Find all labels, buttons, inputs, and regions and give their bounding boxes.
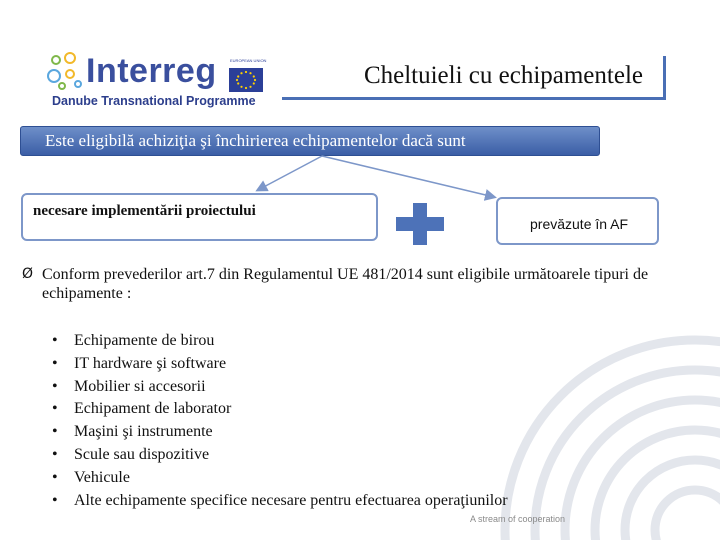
list-item: • Echipamente de birou <box>52 330 508 353</box>
plus-icon <box>396 203 444 245</box>
regulation-paragraph <box>22 265 662 303</box>
equipment-list <box>52 330 508 512</box>
list-item: • Mobilier si accesorii <box>52 376 508 399</box>
title-frame <box>282 56 666 100</box>
list-item: • Echipament de laborator <box>52 398 508 421</box>
eu-flag-icon <box>229 68 263 92</box>
logo-subtitle: Danube Transnational Programme <box>52 94 256 108</box>
arrow-bullet-icon: Ø <box>22 266 34 282</box>
logo-wordmark: Interreg <box>86 52 217 90</box>
arrow-left <box>258 156 322 190</box>
eu-label: EUROPEAN UNION <box>230 58 267 63</box>
list-item: • Alte echipamente specifice necesare pentru efectuarea operaţiunilor <box>52 490 508 513</box>
condition-box-af: prevăzute în AF <box>496 197 659 245</box>
list-item: • Maşini şi instrumente <box>52 421 508 444</box>
regulation-text: Conform prevederilor art.7 din Regulamentul UE 481/2014 sunt eligibile următoarele tipuri de echipamente : <box>42 266 649 302</box>
arrow-right <box>322 156 494 197</box>
swirl-logo-icon <box>44 50 88 94</box>
eligibility-banner: Este eligibilă achiziţia şi închirierea echipamentelor dacă sunt <box>20 126 600 156</box>
condition-box-implementation: necesare implementării proiectului <box>21 193 378 241</box>
list-item: • Scule sau dispozitive <box>52 444 508 467</box>
page-title: Cheltuieli cu echipamentele <box>363 62 643 89</box>
footer-tagline: A stream of cooperation <box>470 514 566 524</box>
list-item: • IT hardware şi software <box>52 353 508 376</box>
interreg-logo <box>44 46 269 112</box>
list-item: • Vehicule <box>52 467 508 490</box>
